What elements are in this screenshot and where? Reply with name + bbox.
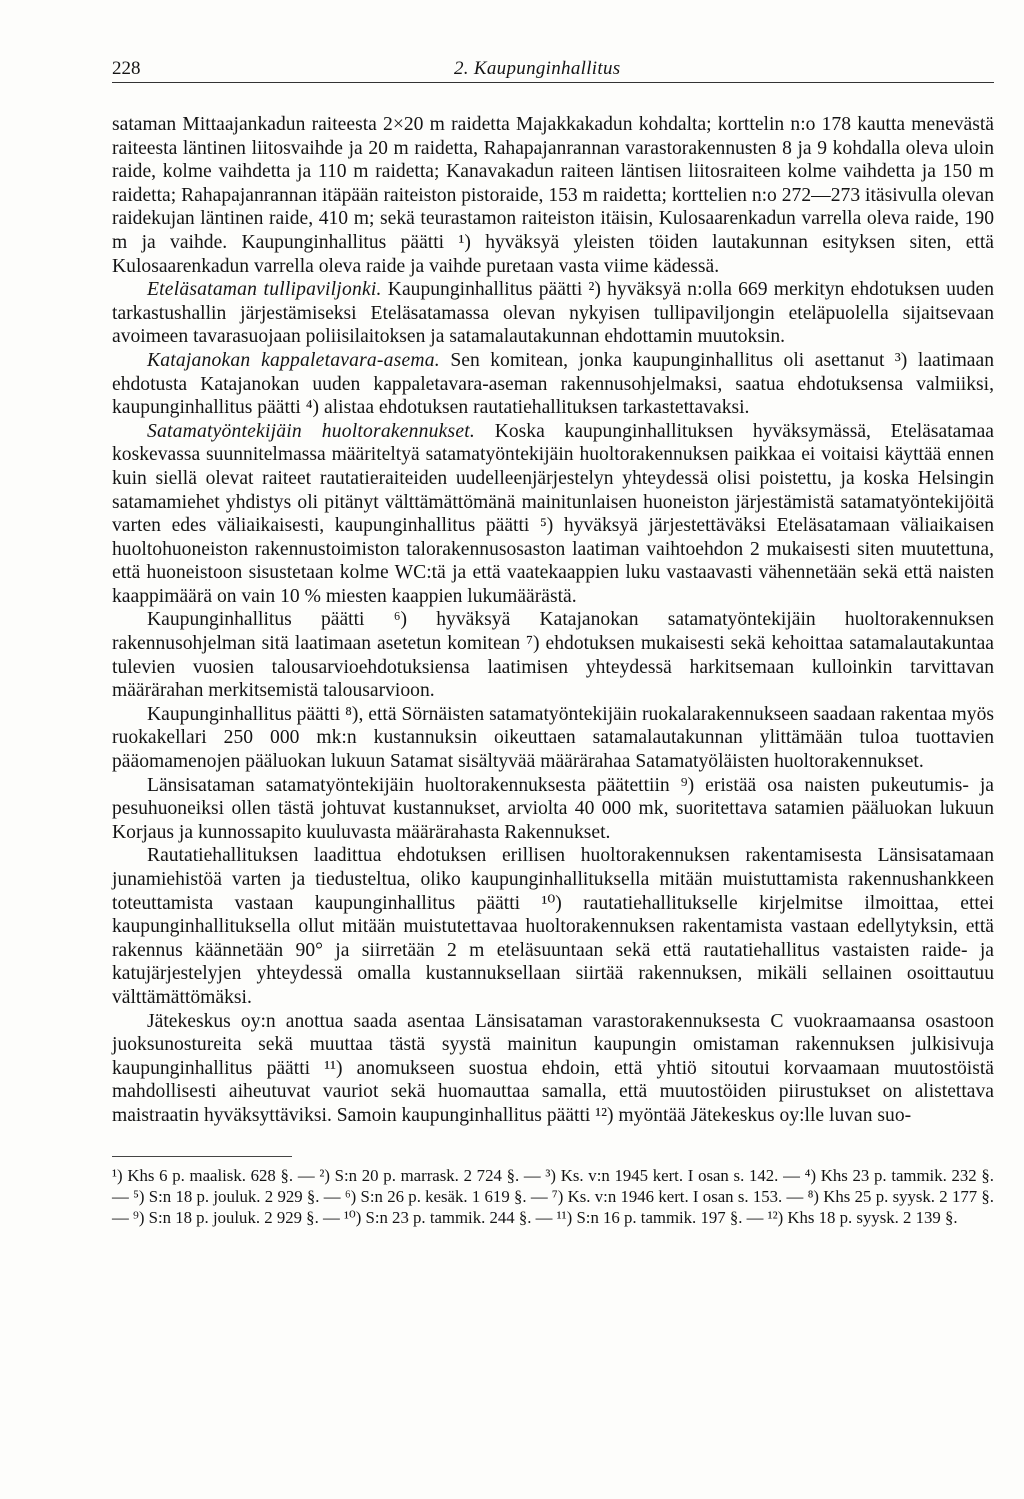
- paragraph: [112, 113, 994, 278]
- paragraph-text: Koska kaupunginhallituksen hyväksymässä, Eteläsatamaa koskevassa suunnitelmassa määriteltyä satamatyöntekijäin huoltorakennuksen paikkaa ei voitaisi käyttää ennen kuin siellä olevat raiteet rautatieraiteiden uudelleenjärjestelyn yhteydessä olisi poistettu, ja koska Helsingin satamamiehet yhdistys oli pitänyt välttämättömänä mainitunlaisen huoneiston järjestämistä satamatyöntekijöitä varten edes väliaikaisesti, kaupunginhallitus päätti ⁵) hyväksyä järjestettäväksi Eteläsatamaan väliaikaisen huoltohuoneiston rakennustoimiston talorakennusosaston laatiman vaihtoehdon 2 mukaisesti siten muutettuna, että huoneistoon sisustetaan kolme WC:tä ja että vaatekaappien luku vastaavasti vähennetään sekä että naisten kaappimäärä on vain 10 % miesten kaappien lukumäärästä.: [112, 420, 994, 607]
- section-title: Katajanokan kappaletavara-asema.: [147, 349, 440, 371]
- section-title: Satamatyöntekijäin huoltorakennukset.: [147, 420, 476, 442]
- running-title: 2. Kaupunginhallitus: [454, 58, 621, 79]
- paragraph-text: Jätekeskus oy:n anottua saada asentaa Länsisataman varastorakennuksesta C vuokraamaansa osastoon juoksunostureita sekä muuttaa tästä syystä mainitun kaupungin omistaman rakennuksen julkisivuja kaupunginhallitus päätti ¹¹) anomukseen suostua ehdoin, että yhtiö sitoutui korvaamaan muutostöistä mahdollisesti aiheutuvat vauriot sekä huomauttaa samalla, että muutostöiden piirustukset on alistettava maistraatin hyväksyttäviksi. Samoin kaupunginhallitus päätti ¹²) myöntää Jätekeskus oy:lle luvan suo-: [112, 1010, 994, 1126]
- page-header: [112, 52, 994, 83]
- paragraph: [112, 608, 994, 702]
- paragraph: [112, 1010, 994, 1128]
- paragraph-text: Kaupunginhallitus päätti ⁸), että Sörnäisten satamatyöntekijäin ruokalarakennukseen saadaan rakentaa myös ruokakellari 250 000 mk:n kustannuksin oikeuttaen satamalautakunnan ylittämään tuloa tuottavien pääomamenojen pääluokan lukuun Satamat sisältyvää määrärahaa Satamatyöläisten huoltorakennukset.: [112, 703, 994, 773]
- section-title: Eteläsataman tullipaviljonki.: [147, 279, 382, 301]
- body-text: [112, 113, 994, 1128]
- paragraph-text: sataman Mittaajankadun raiteesta 2×20 m raidetta Majakkakadun kohdalta; korttelin n:o 178 kautta menevästä raiteesta läntinen liitosvaihde ja 20 m raidetta, Rahapajanrannan varastorakennusten 8 ja 9 kohdalla oleva uloin raide, kolme vaihdetta ja 110 m raidetta; Kanavakadun raiteen läntisen liitosraiteen kolme vaihdetta ja 150 m raidetta; Rahapajanrannan itäpään raiteiston pistoraide, 153 m raidetta; korttelien n:o 272—273 itäsivulla olevan raidekujan läntinen raide, 410 m; sekä teurastamon raiteiston itäisin, Kulosaarenkadun varrella oleva raide, 190 m ja vaihde. Kaupunginhallitus päätti ¹) hyväksyä yleisten töiden lautakunnan esityksen siten, että Kulosaarenkadun varrella oleva raide ja vaihde puretaan vasta viime kädessä.: [112, 114, 994, 277]
- paragraph: [112, 703, 994, 774]
- paragraph-text: Rautatiehallituksen laadittua ehdotuksen erillisen huoltorakennuksen rakentamisesta Länsisatamaan junamiehistöä varten ja tiedusteltua, oliko kaupunginhallituksella mitään muistuttamista rakennushankkeen toteuttamista vastaan kaupunginhallitus päätti ¹⁰) rautatiehallitukselle kirjelmitse ilmoittaa, ettei kaupunginhallituksella ollut mitään muistutettavaa huoltorakennuksen rakentamista vastaan edellytyksin, että rakennus käännetään 90° ja siirretään 2 m eteläsuuntaan sekä että rautatiehallitus vastaisten raide- ja katujärjestelyjen yhteydessä omalla kustannuksellaan siirtää rakennuksen, mikäli sellainen osoittautuu välttämättömäksi.: [112, 845, 994, 1008]
- paragraph-text: Länsisataman satamatyöntekijäin huoltorakennuksesta päätettiin ⁹) eristää osa naisten pukeutumis- ja pesuhuoneiksi ollen tästä johtuvat kustannukset, arviolta 40 000 mk, suoritettava satamien pääluokan lukuun Korjaus ja kunnossapito kuuluvasta määrärahasta Rakennukset.: [112, 774, 994, 843]
- paragraph-text: Kaupunginhallitus päätti ⁶) hyväksyä Katajanokan satamatyöntekijäin huoltorakennuksen rakennusohjelman sitä laatimaan asetetun komitean ⁷) ehdotuksen mukaisesti sekä kehoittaa satamalautakuntaa tulevien vuosien talousarvioehdotuksiensa laatimisen yhteydessä harkitsemaan kulloinkin tarvittavan määrärahan merkitsemistä talousarvioon.: [112, 609, 994, 702]
- paragraph: [112, 774, 994, 845]
- paragraph-text: Sen komitean, jonka kaupunginhallitus oli asettanut ³) laatimaan ehdotusta Katajanokan uuden kappaletavara-aseman rakennusohjelmaksi, saatua ehdotuksensa valmiiksi, kaupunginhallitus päätti ⁴) alistaa ehdotuksen rautatiehallituksen tarkastettavaksi.: [112, 349, 994, 419]
- paragraph: [112, 278, 994, 349]
- footnotes: ¹) Khs 6 p. maalisk. 628 §. — ²) S:n 20 p. marrask. 2 724 §. — ³) Ks. v:n 1945 kert. I osan s. 142. — ⁴) Khs 23 p. tammik. 232 §. — ⁵) S:n 18 p. jouluk. 2 929 §. — ⁶) S:n 26 p. kesäk. 1 619 §. — ⁷) Ks. v:n 1946 kert. I osan s. 153. — ⁸) Khs 25 p. syysk. 2 177 §. — ⁹) S:n 18 p. jouluk. 2 929 §. — ¹⁰) S:n 23 p. tammik. 244 §. — ¹¹) S:n 16 p. tammik. 197 §. — ¹²) Khs 18 p. syysk. 2 139 §.: [112, 1165, 994, 1227]
- paragraph: [112, 844, 994, 1009]
- paragraph-text: Kaupunginhallitus päätti ²) hyväksyä n:olla 669 merkityn ehdotuksen uuden tarkastushallin järjestämiseksi Eteläsatamassa olevan nykyisen tullipaviljongin eteläpuolella sijaitsevaan avoimeen tavarasuojaan poliisilaitoksen ja satamalautakunnan ehdottamin muutoksin.: [112, 279, 995, 348]
- page-number: 228: [112, 58, 141, 79]
- paragraph: [112, 349, 994, 420]
- paragraph: [112, 420, 994, 609]
- document-page: [112, 52, 994, 1228]
